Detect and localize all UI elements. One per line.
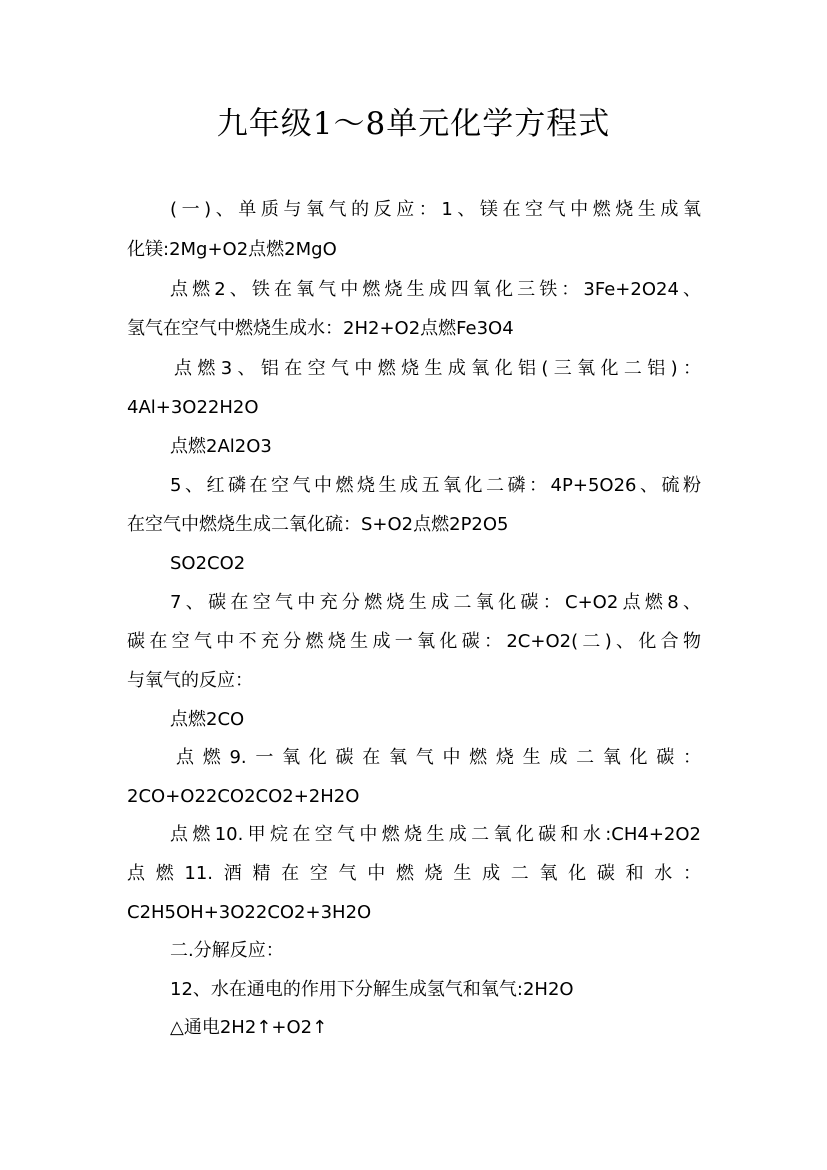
text-line: 氢气在空气中燃烧生成水：2H2+O2点燃Fe3O4 (127, 318, 514, 339)
text-line: △通电2H2↑+O2↑ (170, 1017, 328, 1038)
text-line: 点燃11.酒精在空气中燃烧生成二氧化碳和水： (127, 863, 701, 884)
text-line: 点燃10.甲烷在空气中燃烧生成二氧化碳和水:CH4+2O2 (170, 824, 701, 845)
text-line: (一)、单质与氧气的反应：1、镁在空气中燃烧生成氧 (170, 199, 701, 220)
text-line: 与氧气的反应： (127, 670, 253, 691)
text-line: 2CO+O22CO2CO2+2H2O (127, 786, 360, 807)
text-line: C2H5OH+3O22CO2+3H2O (127, 902, 372, 923)
text-line: 7、碳在空气中充分燃烧生成二氧化碳：C+O2点燃8、 (170, 592, 701, 613)
text-line: 点燃2CO (170, 709, 245, 730)
text-line: 5、红磷在空气中燃烧生成五氧化二磷：4P+5O26、硫粉 (170, 475, 701, 496)
document-title: 九年级1～8单元化学方程式 (216, 106, 611, 142)
text-line: 点燃3、铝在空气中燃烧生成氧化铝(三氧化二铝)： (174, 358, 701, 379)
text-line: 4Al+3O22H2O (127, 397, 259, 418)
text-line: 点燃2Al2O3 (170, 436, 272, 457)
text-line: 碳在空气中不充分燃烧生成一氧化碳：2C+O2(二)、化合物 (127, 631, 701, 652)
text-line: 化镁:2Mg+O2点燃2MgO (127, 239, 337, 260)
text-line: 12、水在通电的作用下分解生成氢气和氧气:2H2O (170, 979, 574, 1000)
text-line: 点燃9.一氧化碳在氧气中燃烧生成二氧化碳： (176, 747, 701, 768)
text-line: SO2CO2 (170, 553, 246, 574)
text-line: 点燃2、铁在氧气中燃烧生成四氧化三铁：3Fe+2O24、 (170, 279, 701, 300)
text-line: 在空气中燃烧生成二氧化硫：S+O2点燃2P2O5 (127, 514, 509, 535)
text-line: 二.分解反应： (170, 940, 284, 961)
